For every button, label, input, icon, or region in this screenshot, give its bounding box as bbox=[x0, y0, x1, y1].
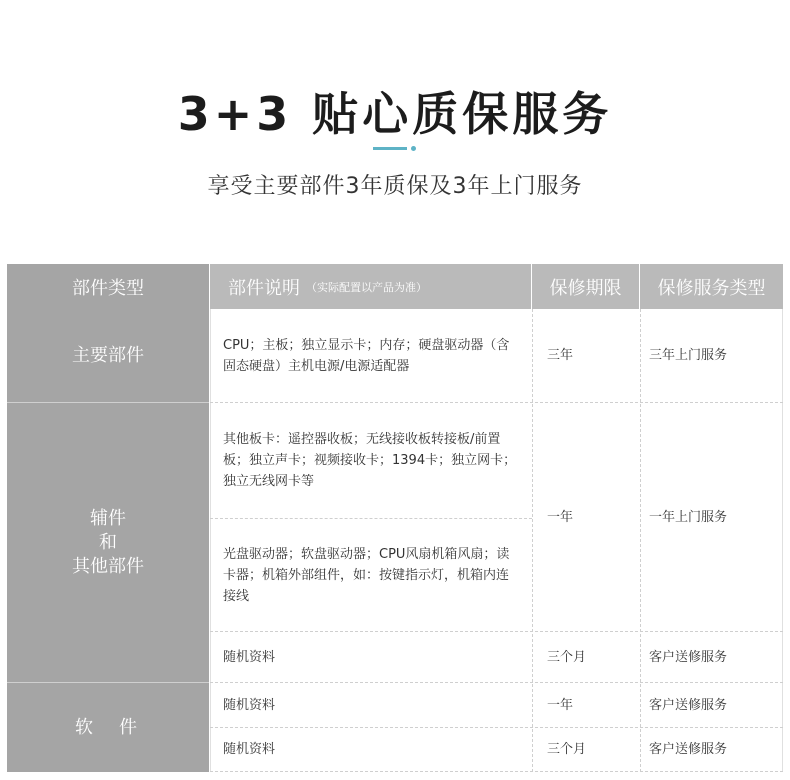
row-sw2-desc: 随机资料 bbox=[223, 742, 276, 757]
title-dot bbox=[411, 146, 416, 151]
row-main-service: 三年上门服务 bbox=[649, 348, 728, 363]
table-cell-period bbox=[547, 309, 637, 402]
row-aux-service: 一年上门服务 bbox=[649, 509, 728, 525]
row-aux-period: 一年 bbox=[547, 509, 574, 525]
category-software bbox=[7, 683, 209, 772]
warranty-table bbox=[7, 264, 783, 772]
table-cell-desc bbox=[223, 403, 519, 518]
row-divider bbox=[210, 771, 783, 772]
col-header-part-desc-label: 部件说明 bbox=[228, 277, 300, 299]
row-drives-desc: 光盘驱动器；软盘驱动器；CPU风扇机箱风扇；读卡器；机箱外部组件，如：按键指示灯，机箱内连接线 bbox=[223, 546, 510, 604]
table-cell-service bbox=[649, 309, 779, 402]
page-title: 3+3 贴心质保服务 bbox=[177, 87, 613, 141]
col-header-part-type-label: 部件类型 bbox=[72, 277, 144, 299]
column-divider bbox=[782, 309, 783, 772]
row-sw1-period: 一年 bbox=[547, 697, 574, 713]
column-divider bbox=[640, 309, 641, 772]
col-header-period-label: 保修期限 bbox=[549, 277, 622, 299]
table-cell-desc bbox=[223, 519, 519, 631]
row-sw2-period: 三个月 bbox=[547, 742, 587, 757]
row-sw1-desc: 随机资料 bbox=[223, 697, 276, 713]
row-aux-docs-period: 三个月 bbox=[547, 649, 587, 665]
column-divider bbox=[210, 309, 211, 772]
table-cell-period bbox=[547, 683, 637, 727]
category-main bbox=[7, 309, 209, 402]
category-software-label: 软 件 bbox=[75, 716, 141, 738]
row-sw2-service: 客户送修服务 bbox=[649, 742, 728, 757]
row-boards-desc: 其他板卡：遥控器收板；无线接收板转接板/前置板；独立声卡；视频接收卡；1394卡；独立网卡；独立无线网卡等 bbox=[223, 432, 517, 489]
col-header-part-type bbox=[7, 264, 209, 309]
col-header-part-desc bbox=[210, 264, 531, 309]
page-subtitle: 享受主要部件3年质保及3年上门服务 bbox=[207, 174, 583, 199]
category-aux-line1: 辅件 bbox=[90, 507, 126, 529]
title-underline bbox=[373, 147, 407, 150]
table-cell-service bbox=[649, 728, 779, 771]
column-divider bbox=[532, 309, 533, 772]
row-aux-docs-service: 客户送修服务 bbox=[649, 649, 728, 665]
category-aux-line2: 和 bbox=[99, 531, 117, 553]
row-main-period: 三年 bbox=[547, 348, 574, 363]
category-aux-line3: 其他部件 bbox=[72, 555, 144, 577]
table-cell-desc bbox=[223, 309, 519, 402]
col-header-service bbox=[640, 264, 783, 309]
col-header-period bbox=[532, 264, 639, 309]
table-cell-desc bbox=[223, 632, 519, 682]
table-cell-desc bbox=[223, 683, 519, 727]
category-aux bbox=[7, 403, 209, 682]
col-header-note: （实际配置以产品为准） bbox=[306, 280, 427, 294]
table-cell-service bbox=[649, 632, 779, 682]
table-cell-service bbox=[649, 683, 779, 727]
col-header-service-label: 保修服务类型 bbox=[657, 277, 766, 299]
table-cell-period bbox=[547, 403, 637, 631]
table-cell-desc bbox=[223, 728, 519, 771]
row-sw1-service: 客户送修服务 bbox=[649, 697, 728, 713]
row-main-desc: CPU；主板；独立显示卡；内存；硬盘驱动器（含固态硬盘）主机电源/电源适配器 bbox=[223, 337, 510, 374]
category-main-label: 主要部件 bbox=[72, 344, 144, 366]
table-cell-service bbox=[649, 403, 779, 631]
table-cell-period bbox=[547, 632, 637, 682]
table-cell-period bbox=[547, 728, 637, 771]
row-aux-docs-desc: 随机资料 bbox=[223, 649, 276, 665]
